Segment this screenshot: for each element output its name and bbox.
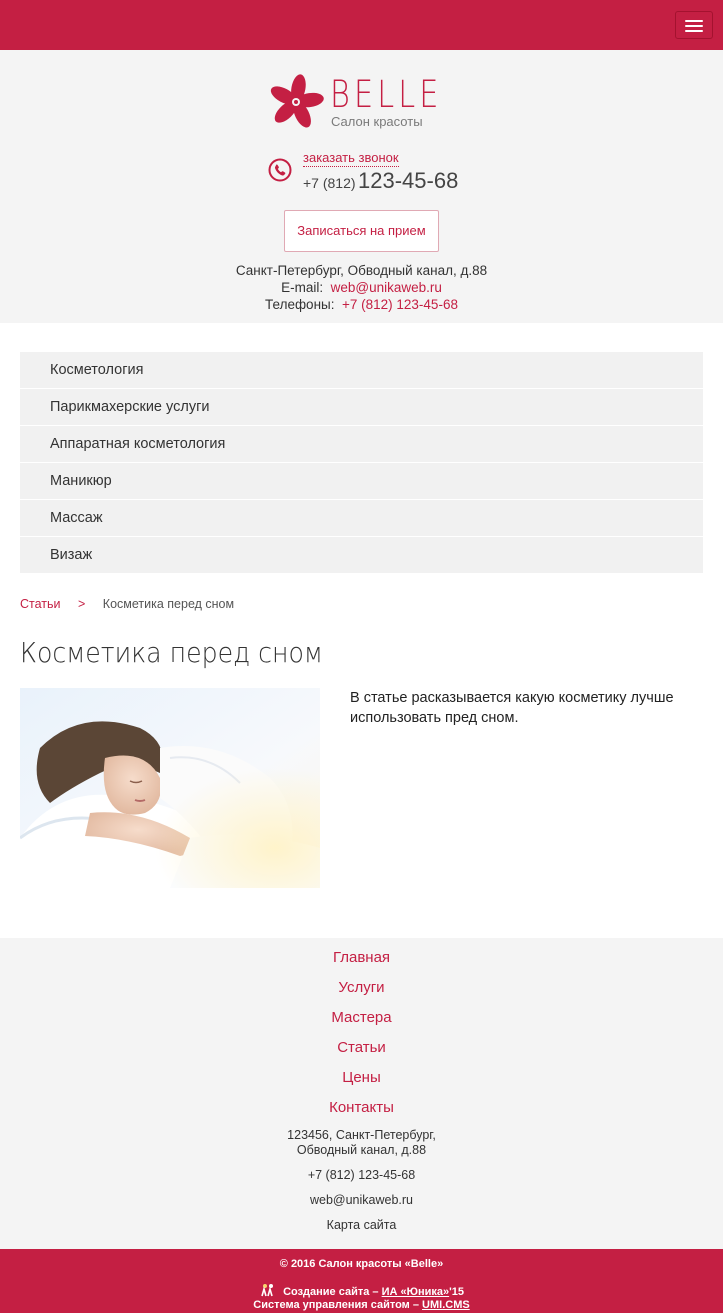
menu-item-manicure[interactable]: Маникюр — [20, 463, 703, 500]
breadcrumb-current: Косметика перед сном — [102, 597, 235, 611]
breadcrumb-separator: > — [78, 597, 86, 611]
logo-name: BELLE — [330, 73, 443, 116]
cms-line — [0, 1298, 723, 1312]
phones-label: Телефоны: — [265, 297, 335, 312]
cms-prefix: Система управления сайтом – — [253, 1299, 419, 1311]
hamburger-icon-line — [685, 25, 703, 27]
header-phones-link[interactable]: +7 (812) 123-45-68 — [342, 297, 458, 312]
header-email-line — [0, 279, 723, 296]
menu-item-hairdressing[interactable]: Парикмахерские услуги — [20, 389, 703, 426]
footer-sitemap-link[interactable]: Карта сайта — [326, 1218, 397, 1232]
created-prefix: Создание сайта – — [283, 1286, 379, 1298]
breadcrumb — [20, 596, 234, 612]
footer-nav-prices[interactable]: Цены — [342, 1069, 381, 1086]
page-title: Косметика перед сном — [20, 636, 323, 669]
site-header — [0, 50, 723, 323]
logo[interactable] — [268, 73, 443, 130]
top-bar — [0, 0, 723, 50]
phone-code: +7 (812) — [303, 175, 356, 191]
phone-icon — [268, 158, 292, 182]
created-suffix: '15 — [449, 1286, 464, 1298]
breadcrumb-articles-link[interactable]: Статьи — [20, 597, 61, 611]
footer-nav-contacts[interactable]: Контакты — [329, 1099, 394, 1116]
callback-link[interactable]: заказать звонок — [303, 150, 399, 165]
menu-item-cosmetology[interactable]: Косметология — [20, 352, 703, 389]
email-label: E-mail: — [281, 280, 324, 295]
site-footer — [0, 938, 723, 1249]
footer-address-line1: 123456, Санкт-Петербург, — [287, 1128, 436, 1142]
unika-logo-icon — [259, 1283, 277, 1297]
created-by-line — [0, 1283, 723, 1299]
menu-toggle-button[interactable] — [675, 11, 713, 39]
phone-block — [268, 150, 488, 198]
header-phones-line — [0, 296, 723, 313]
footer-nav-masters[interactable]: Мастера — [331, 1009, 392, 1026]
flower-logo-icon — [268, 74, 324, 130]
footer-nav-services[interactable]: Услуги — [338, 979, 385, 996]
bottom-bar — [0, 1249, 723, 1313]
phone-number[interactable]: 123-45-68 — [358, 168, 459, 193]
header-address: Санкт-Петербург, Обводный канал, д.88 — [235, 263, 488, 278]
footer-email[interactable]: web@unikaweb.ru — [309, 1193, 414, 1207]
menu-item-hardware-cosmetology[interactable]: Аппаратная косметология — [20, 426, 703, 463]
logo-subtitle: Салон красоты — [331, 114, 423, 129]
hamburger-icon-line — [685, 20, 703, 22]
hamburger-icon-line — [685, 30, 703, 32]
footer-address-line2: Обводный канал, д.88 — [296, 1143, 427, 1157]
footer-nav-home[interactable]: Главная — [332, 949, 391, 966]
article-text: В статье расказывается какую косметику лучше использовать пред сном. — [350, 690, 674, 726]
footer-nav-articles[interactable]: Статьи — [337, 1039, 386, 1056]
copyright: © 2016 Салон красоты «Belle» — [279, 1258, 444, 1270]
appointment-button[interactable]: Записаться на прием — [284, 210, 439, 252]
header-email-link[interactable]: web@unikaweb.ru — [330, 280, 442, 295]
article-image — [20, 688, 320, 888]
menu-item-massage[interactable]: Массаж — [20, 500, 703, 537]
sleeping-woman-image — [20, 688, 320, 888]
cms-link[interactable]: UMI.CMS — [422, 1299, 470, 1311]
footer-phone[interactable]: +7 (812) 123-45-68 — [307, 1168, 416, 1182]
services-menu — [20, 352, 703, 574]
created-by-link[interactable]: ИА «Юника» — [381, 1286, 450, 1298]
menu-item-makeup[interactable]: Визаж — [20, 537, 703, 574]
